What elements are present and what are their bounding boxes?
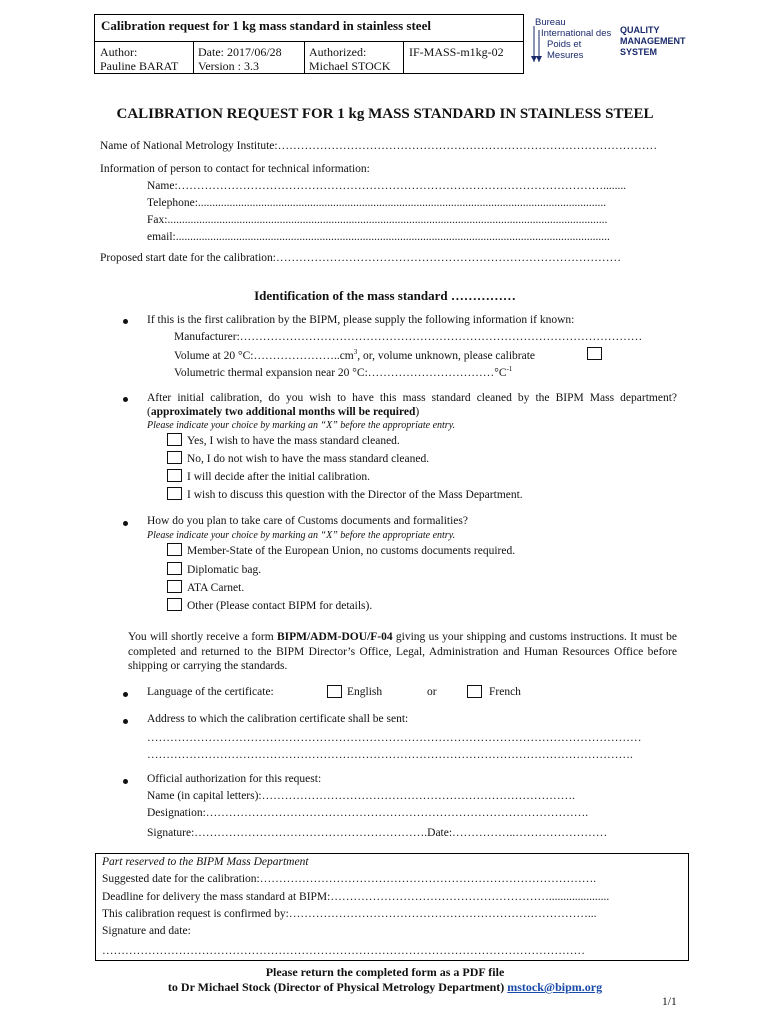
language-english-label: English: [347, 686, 383, 698]
auth-signature-field[interactable]: Signature:…………………………………………………….Date:……………..……………………: [147, 827, 608, 839]
customs-option: Diplomatic bag.: [187, 564, 262, 576]
cleaning-option: I will decide after the initial calibration.: [187, 471, 370, 483]
logo-line2: International des: [541, 28, 612, 39]
reserved-signature-field[interactable]: ………………………………………………………………………………………………………………: [102, 945, 585, 957]
logo-line3: Poids et: [547, 39, 582, 50]
contact-fax-field[interactable]: Fax:.........................................................................................................................................................: [147, 214, 608, 226]
cleaning-yes-checkbox[interactable]: [167, 433, 182, 446]
notice-text: You will shortly receive a form: [128, 631, 277, 643]
customs-ata-checkbox[interactable]: [167, 580, 182, 593]
contact-name-field[interactable]: Name:…………………………………………………………………………………………………........: [147, 180, 627, 192]
qms-line1: QUALITY: [620, 25, 660, 35]
customs-question: How do you plan to take care of Customs documents and formalities?: [147, 515, 468, 527]
reserved-confirmed-field[interactable]: This calibration request is confirmed by:……………………………………………………………………...: [102, 908, 597, 920]
bullet-icon: [123, 719, 128, 724]
volume-unit-sup: 3: [353, 348, 358, 356]
reserved-suggested-date-field[interactable]: Suggested date for the calibration:…………………………………………………………………………….: [102, 873, 597, 885]
first-calibration-text: If this is the first calibration by the BIPM, please supply the following information if known:: [147, 314, 575, 326]
cleaning-option: Yes, I wish to have the mass standard cleaned.: [187, 435, 400, 447]
bullet-icon: [123, 692, 128, 697]
customs-other-checkbox[interactable]: [167, 598, 182, 611]
bullet-icon: [123, 779, 128, 784]
customs-option: Other (Please contact BIPM for details).: [187, 600, 373, 612]
cleaning-hint: Please indicate your choice by marking an “X” before the appropriate entry.: [147, 420, 456, 431]
calibrate-volume-checkbox[interactable]: [587, 347, 602, 360]
cleaning-option: I wish to discuss this question with the Director of the Mass Department.: [187, 489, 523, 501]
address-label: Address to which the calibration certificate shall be sent:: [147, 713, 409, 725]
logo-line1: Bureau: [535, 17, 566, 28]
qms-line3: SYSTEM: [620, 47, 658, 57]
nmi-field[interactable]: Name of National Metrology Institute:………………………………………………………………………………………: [100, 140, 658, 152]
identification-title: Identification of the mass standard ……………: [254, 288, 516, 303]
volume-text: Volume at 20 °C:…………………..cm: [174, 349, 354, 362]
header-col-divider: [403, 41, 404, 73]
address-line2-field[interactable]: ……………………………………………………………………………………………………………….: [147, 749, 633, 761]
footer-contact-text: to Dr Michael Stock (Director of Physical Metrology Department): [167, 980, 508, 994]
contact-telephone-field[interactable]: Telephone:..............................................................................................................................................: [147, 197, 607, 209]
thermal-text: Volumetric thermal expansion near 20 °C:……………………………°C: [174, 366, 507, 379]
cleaning-discuss-checkbox[interactable]: [167, 487, 182, 500]
address-line1-field[interactable]: …………………………………………………………………………………………………………………: [147, 732, 642, 744]
start-date-field[interactable]: Proposed start date for the calibration:………………………………………………………………………………: [100, 252, 621, 264]
logo-line4: Mesures: [547, 50, 584, 61]
contact-intro: Information of person to contact for technical information:: [100, 163, 370, 175]
language-english-checkbox[interactable]: [327, 685, 342, 698]
header-version: Version : 3.3: [198, 59, 259, 73]
qms-label: [620, 25, 686, 58]
author-name: Pauline BARAT: [100, 59, 179, 73]
qms-line2: MANAGEMENT: [620, 36, 686, 46]
shipping-form-notice: [128, 630, 677, 674]
customs-hint: Please indicate your choice by marking an “X” before the appropriate entry.: [147, 530, 456, 541]
document-reference: IF-MASS-m1kg-02: [409, 45, 504, 59]
manufacturer-field[interactable]: Manufacturer:……………………………………………………………………………………………: [174, 331, 643, 343]
language-french-label: French: [489, 686, 521, 698]
reserved-signature-label: Signature and date:: [102, 925, 191, 937]
customs-option: ATA Carnet.: [187, 582, 245, 594]
reserved-title: Part reserved to the BIPM Mass Department: [102, 856, 309, 868]
bullet-icon: [123, 521, 128, 526]
footer-contact: [0, 980, 770, 995]
thermal-expansion-field[interactable]: [174, 365, 512, 379]
cleaning-text-end: ): [415, 406, 420, 418]
document-title: CALIBRATION REQUEST FOR 1 kg MASS STANDARD IN STAINLESS STEEL: [116, 106, 654, 122]
cleaning-option: No, I do not wish to have the mass standard cleaned.: [187, 453, 430, 465]
notice-form-ref: BIPM/ADM-DOU/F-04: [276, 631, 393, 643]
header-col-divider: [304, 41, 305, 73]
bullet-icon: [123, 397, 128, 402]
reserved-box: [95, 853, 689, 961]
volume-unknown-text: , or, volume unknown, please calibrate: [357, 349, 535, 362]
footer-instruction: Please return the completed form as a PDF file: [265, 965, 505, 979]
page-number: 1/1: [662, 996, 677, 1008]
author-label: Author:: [100, 45, 138, 59]
customs-option: Member-State of the European Union, no customs documents required.: [187, 545, 516, 557]
auth-designation-field[interactable]: Designation:……………………………………………………………………………………….: [147, 807, 589, 819]
thermal-unit-sup: -1: [506, 365, 513, 373]
cleaning-no-checkbox[interactable]: [167, 451, 182, 464]
authorized-name: Michael STOCK: [309, 59, 391, 73]
header-table: [94, 14, 524, 74]
authorization-label: Official authorization for this request:: [147, 773, 322, 785]
volume-field[interactable]: [174, 348, 535, 362]
language-or: or: [427, 686, 437, 698]
notice-text-end: giving us your shipping and customs instructions. It must be completed and returned to the BIPM Director’s Office, Legal, Administration and Human Resources Office before shipping or carrying the standards.: [128, 631, 677, 672]
contact-email-field[interactable]: email:.......................................................................................................................................................: [147, 231, 610, 243]
contact-email-link[interactable]: mstock@bipm.org: [507, 980, 603, 994]
cleaning-duration: approximately two additional months will be required: [150, 406, 416, 418]
bipm-logo: [531, 18, 621, 66]
header-date: Date: 2017/06/28: [198, 45, 282, 59]
auth-name-field[interactable]: Name (in capital letters):……………………………………………………………………….: [147, 790, 576, 802]
language-label: Language of the certificate:: [147, 686, 274, 698]
customs-eu-checkbox[interactable]: [167, 543, 182, 556]
customs-diplomatic-checkbox[interactable]: [167, 562, 182, 575]
authorized-label: Authorized:: [309, 45, 367, 59]
header-col-divider: [193, 41, 194, 73]
cleaning-question: [147, 391, 677, 419]
cleaning-later-checkbox[interactable]: [167, 469, 182, 482]
bullet-icon: [123, 319, 128, 324]
header-title: Calibration request for 1 kg mass standard in stainless steel: [101, 18, 431, 33]
reserved-deadline-field[interactable]: Deadline for delivery the mass standard at BIPM:………………………………………………….....................: [102, 891, 610, 903]
language-french-checkbox[interactable]: [467, 685, 482, 698]
cleaning-text: After initial calibration, do you wish to have this mass standard cleaned by the BIPM Mass department? (: [147, 392, 677, 418]
header-divider: [95, 41, 523, 42]
